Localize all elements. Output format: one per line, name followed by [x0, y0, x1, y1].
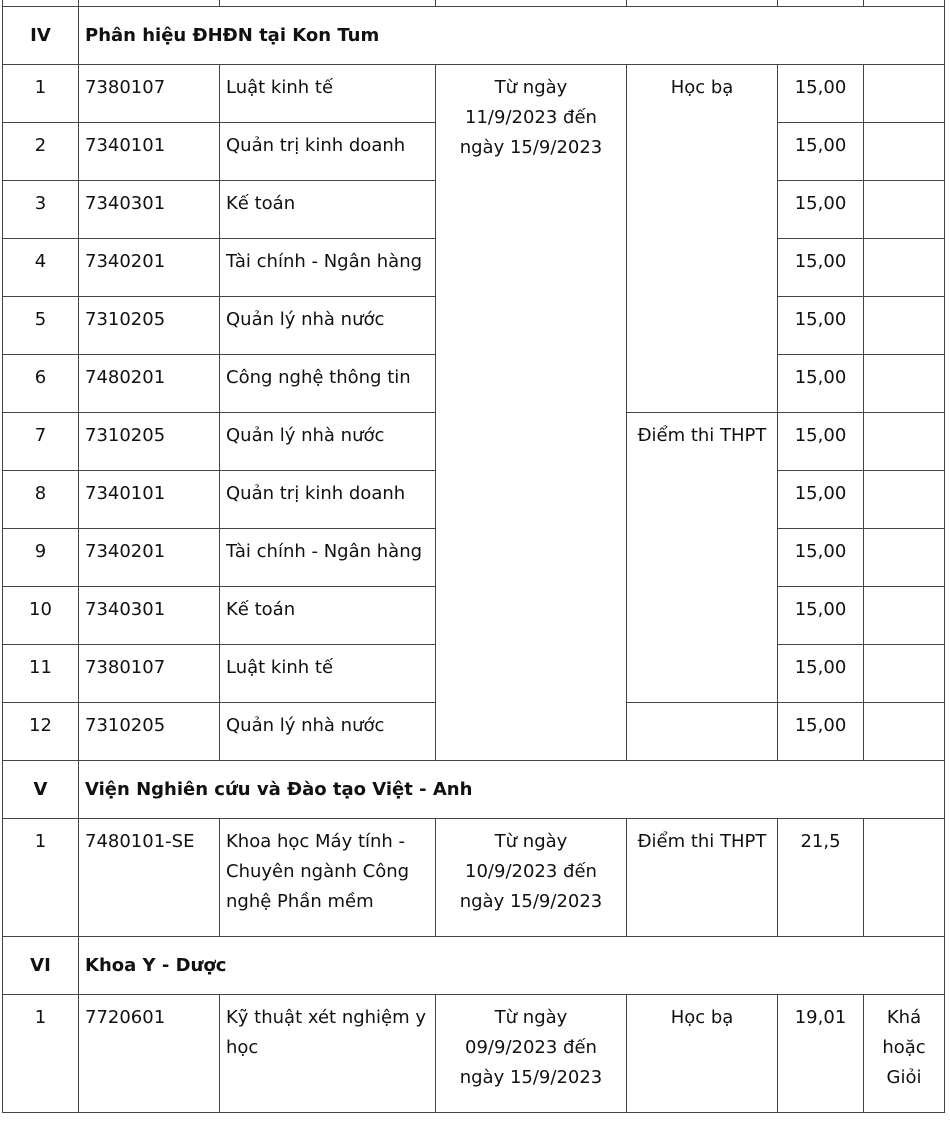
- major-code: 7340301: [79, 181, 220, 239]
- major-name: Quản lý nhà nước: [220, 297, 436, 355]
- score: 15,00: [778, 297, 864, 355]
- note: [864, 297, 945, 355]
- period-line: ngày 15/9/2023: [459, 137, 603, 158]
- note: [864, 703, 945, 761]
- major-code: 7340101: [79, 123, 220, 181]
- major-name: Luật kinh tế: [220, 65, 436, 123]
- section-header-row: [3, 761, 945, 819]
- note: [864, 65, 945, 123]
- note: [864, 181, 945, 239]
- registration-period: [436, 65, 627, 761]
- major-code: 7310205: [79, 297, 220, 355]
- row-number: 1: [3, 819, 79, 937]
- note: [864, 819, 945, 937]
- period-line: ngày 15/9/2023: [459, 1067, 603, 1088]
- row-number: 9: [3, 529, 79, 587]
- row-number: 2: [3, 123, 79, 181]
- major-name: Tài chính - Ngân hàng: [220, 239, 436, 297]
- row-number: 1: [3, 995, 79, 1113]
- section-number: IV: [3, 7, 79, 65]
- section-header-row: [3, 937, 945, 995]
- registration-period: [436, 819, 627, 937]
- score: 15,00: [778, 123, 864, 181]
- row-number: 3: [3, 181, 79, 239]
- row-number: 4: [3, 239, 79, 297]
- score: 19,01: [778, 995, 864, 1113]
- row-number: 7: [3, 413, 79, 471]
- major-name: Quản trị kinh doanh: [220, 123, 436, 181]
- section-title: Phân hiệu ĐHĐN tại Kon Tum: [79, 7, 945, 65]
- major-name: [220, 995, 436, 1113]
- major-name: Quản trị kinh doanh: [220, 471, 436, 529]
- section-number: VI: [3, 937, 79, 995]
- admission-method: Học bạ: [627, 995, 778, 1113]
- registration-period: [436, 995, 627, 1113]
- note: [864, 123, 945, 181]
- major-name: Luật kinh tế: [220, 645, 436, 703]
- major-code: 7340101: [79, 471, 220, 529]
- row-number: 12: [3, 703, 79, 761]
- major-code: 7340201: [79, 239, 220, 297]
- note: [864, 239, 945, 297]
- admission-table: [2, 0, 945, 1113]
- major-name: Kế toán: [220, 587, 436, 645]
- table-row: [3, 65, 945, 123]
- major-name: Tài chính - Ngân hàng: [220, 529, 436, 587]
- major-code: 7720601: [79, 995, 220, 1113]
- admission-method: Điểm thi THPT: [627, 413, 778, 703]
- note: [864, 471, 945, 529]
- note: [864, 995, 945, 1113]
- score: 15,00: [778, 471, 864, 529]
- period-line: 11/9/2023 đến: [465, 107, 597, 128]
- period-line: ngày 15/9/2023: [459, 891, 603, 912]
- score: 15,00: [778, 239, 864, 297]
- major-name-line: học: [226, 1037, 259, 1058]
- score: 15,00: [778, 355, 864, 413]
- row-number: 11: [3, 645, 79, 703]
- note: [864, 355, 945, 413]
- major-name-line: Khoa học Máy tính -: [226, 831, 406, 852]
- major-name-line: Chuyên ngành Công: [226, 861, 410, 882]
- major-name-line: nghệ Phần mềm: [226, 891, 374, 912]
- note-line: hoặc: [882, 1037, 926, 1058]
- note: [864, 587, 945, 645]
- score: 15,00: [778, 529, 864, 587]
- period-line: 09/9/2023 đến: [465, 1037, 597, 1058]
- major-code: 7480101-SE: [79, 819, 220, 937]
- table-row: [3, 819, 945, 937]
- major-name: Quản lý nhà nước: [220, 413, 436, 471]
- major-code: 7310205: [79, 413, 220, 471]
- period-line: Từ ngày: [494, 831, 568, 852]
- major-code: 7340301: [79, 587, 220, 645]
- row-number: 10: [3, 587, 79, 645]
- major-code: 7380107: [79, 645, 220, 703]
- note-line: Giỏi: [886, 1067, 922, 1088]
- major-name: Công nghệ thông tin: [220, 355, 436, 413]
- major-name: [220, 819, 436, 937]
- row-number: 8: [3, 471, 79, 529]
- section-title: Khoa Y - Dược: [79, 937, 945, 995]
- row-number: 5: [3, 297, 79, 355]
- section-number: V: [3, 761, 79, 819]
- major-code: 7480201: [79, 355, 220, 413]
- note: [864, 413, 945, 471]
- note: [864, 529, 945, 587]
- period-line: Từ ngày: [494, 1007, 568, 1028]
- table-row: [3, 995, 945, 1113]
- score: 21,5: [778, 819, 864, 937]
- period-line: 10/9/2023 đến: [465, 861, 597, 882]
- section-header-row: [3, 7, 945, 65]
- score: 15,00: [778, 65, 864, 123]
- row-number: 1: [3, 65, 79, 123]
- admission-method: Điểm thi THPT: [627, 819, 778, 937]
- major-name-line: Kỹ thuật xét nghiệm y: [226, 1007, 427, 1028]
- major-code: 7380107: [79, 65, 220, 123]
- score: 15,00: [778, 413, 864, 471]
- major-code: 7340201: [79, 529, 220, 587]
- score: 15,00: [778, 181, 864, 239]
- score: 15,00: [778, 645, 864, 703]
- major-name: Quản lý nhà nước: [220, 703, 436, 761]
- score: 15,00: [778, 703, 864, 761]
- admission-method: Học bạ: [627, 65, 778, 413]
- period-line: Từ ngày: [494, 77, 568, 98]
- row-number: 6: [3, 355, 79, 413]
- section-title: Viện Nghiên cứu và Đào tạo Việt - Anh: [79, 761, 945, 819]
- score: 15,00: [778, 587, 864, 645]
- note-line: Khá: [886, 1007, 922, 1028]
- note: [864, 645, 945, 703]
- major-code: 7310205: [79, 703, 220, 761]
- admission-method: [627, 703, 778, 761]
- major-name: Kế toán: [220, 181, 436, 239]
